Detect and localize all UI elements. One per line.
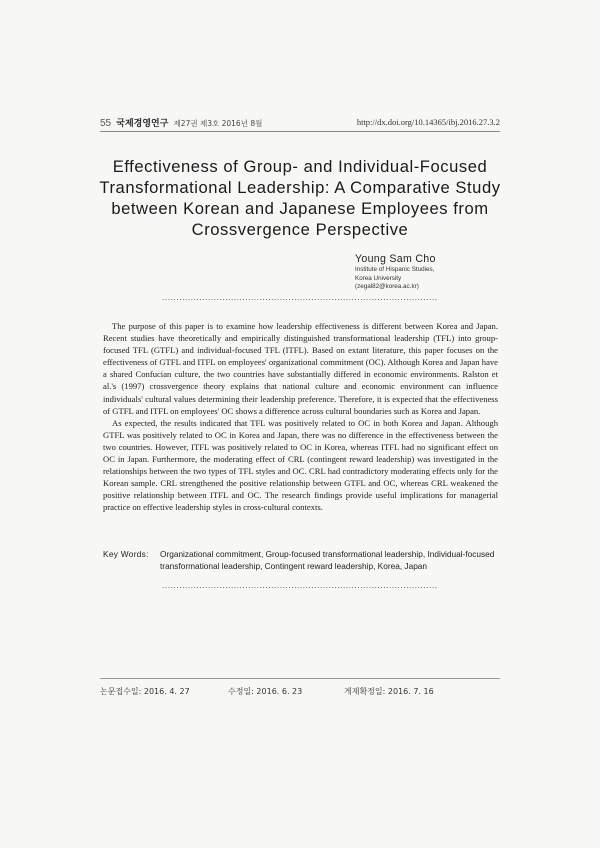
title-line: Crossvergence Perspective <box>191 220 409 239</box>
volume-issue: 제27권 제3호 2016년 8월 <box>173 119 263 128</box>
submission-dates <box>100 686 500 698</box>
header-left <box>100 116 262 129</box>
accepted-date: 게재확정일: 2016. 7. 16 <box>344 687 434 696</box>
author-name: Young Sam Cho <box>355 253 436 265</box>
paper-title <box>70 156 530 240</box>
revised-date: 수정일: 2016. 6. 23 <box>228 687 303 696</box>
doi-link[interactable]: http://dx.doi.org/10.14365/ibj.2016.27.3.2 <box>356 117 500 127</box>
affiliation-line: Korea University <box>355 274 402 282</box>
title-line: Transformational Leadership: A Comparative Study <box>99 178 501 197</box>
header-divider <box>100 131 500 132</box>
running-header <box>100 116 500 130</box>
author-affiliation <box>355 266 434 292</box>
title-line: between Korean and Japanese Employees from <box>111 199 489 218</box>
keywords-value: Organizational commitment, Group-focused transformational leadership, Individual-focused transformational leadership, Contingent reward leadership, Korea, Japan <box>160 549 495 572</box>
page-number: 55 <box>100 118 112 129</box>
footnote-divider <box>100 678 500 679</box>
dotted-separator: ................................................................................................ <box>162 293 438 302</box>
abstract <box>103 320 498 514</box>
abstract-paragraph: The purpose of this paper is to examine how leadership effectiveness is different between Korea and Japan. Recent studies have theoretically and empirically distinguished transformational leadership (TFL) into group-focused TFL (GTFL) and individual-focused TFL (ITFL). Based on extant literature, this paper focuses on the effectiveness of GTFL and ITFL on employees' organizational commitment (OC). Although Korea and Japan have a shared Confucian culture, the two countries have substantially differed in economic environments. Ralston et al.'s (1997) crossvergence theory explains that national culture and economic environment can influence individuals' cultural values determining their leadership preference. Therefore, it is expected that the effectiveness of GTFL and ITFL on employees' OC shows a difference across cultural boundaries such as Korea and Japan. <box>103 321 498 416</box>
abstract-paragraph: As expected, the results indicated that TFL was positively related to OC in both Korea and Japan. Although GTFL was positively related to OC in Korea and Japan, there was no difference in the effectiveness between the two countries. However, ITFL was positively related to OC in Korea, whereas ITFL had no significant effect on OC in Japan. Furthermore, the moderating effect of CRL (contingent reward leadership) was investigated in the relationships between the two types of TFL styles and OC. CRL had contradictory moderating effects only for the Korean sample. CRL strengthened the positive relationship between GTFL and OC, whereas CRL weakened the positive relationship between ITFL and OC. The research findings provide useful implications for managerial practice on effective leadership styles in cross-cultural contexts. <box>103 417 498 513</box>
affiliation-line: Institute of Hispanic Studies, <box>355 266 435 273</box>
author-email: (zegal82@korea.ac.kr) <box>355 283 419 290</box>
title-line: Effectiveness of Group- and Individual-Focused <box>112 157 488 176</box>
received-date: 논문접수일: 2016. 4. 27 <box>100 687 190 696</box>
journal-name: 국제경영연구 <box>116 119 169 129</box>
keywords-label: Key Words: <box>103 549 149 559</box>
dotted-separator: ................................................................................................ <box>162 581 438 590</box>
